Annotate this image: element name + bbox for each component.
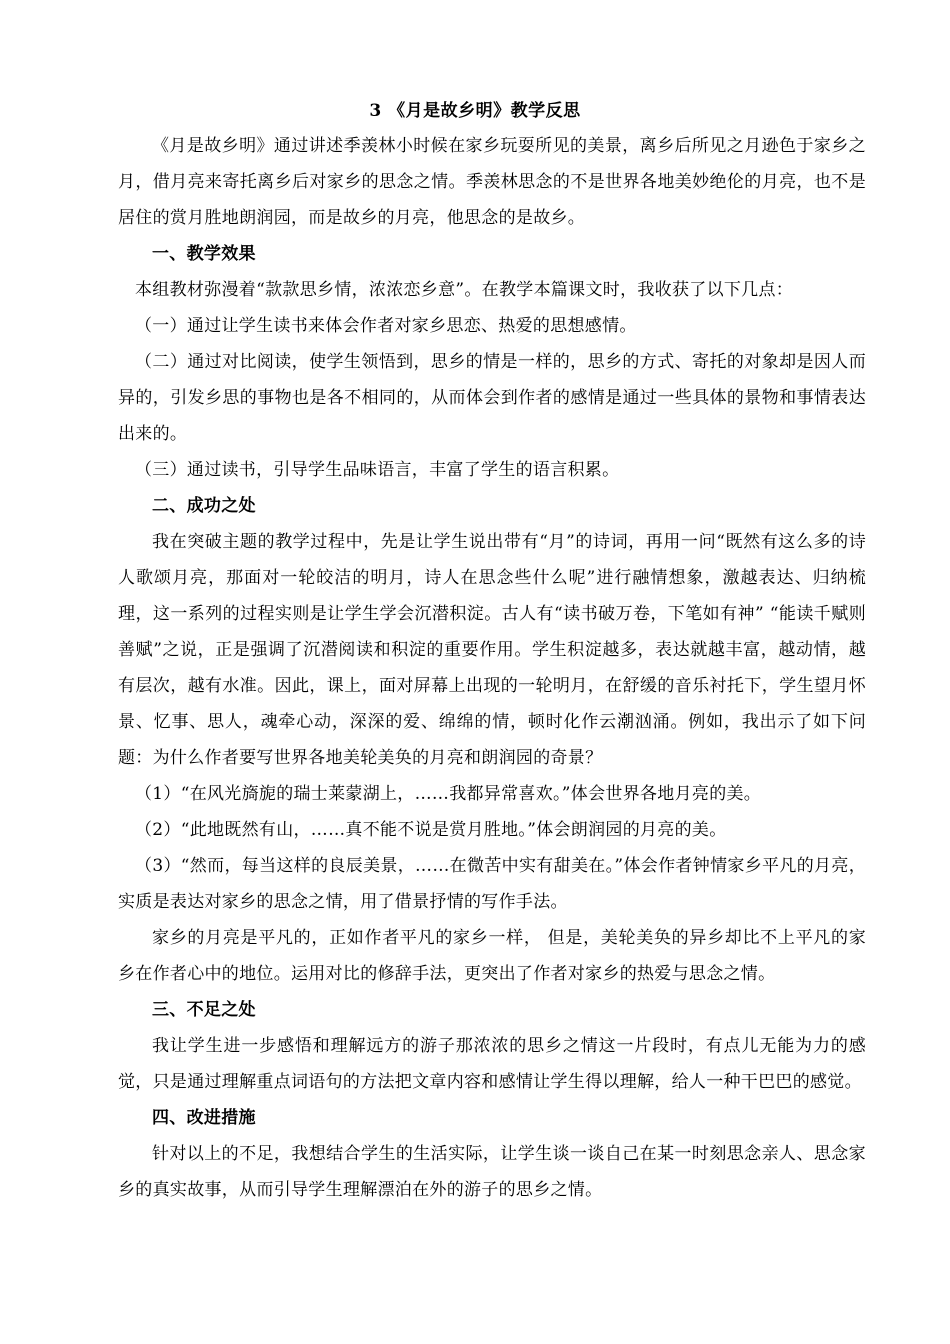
- improvements-paragraph: 针对以上的不足，我想结合学生的生活实际，让学生谈一谈自己在某一时刻思念亲人、思念家乡的真实故事，从而引导学生理解漂泊在外的游子的思乡之情。: [118, 1144, 866, 1200]
- teaching-effect-item-1: （一）通过让学生读书来体会作者对家乡思恋、热爱的思想感情。: [135, 316, 637, 336]
- teaching-effect-item-2: （二）通过对比阅读，使学生领悟到，思乡的情是一样的，思乡的方式、寄托的对象却是因人而异的，引发乡思的事物也是各不相同的，从而体会到作者的感情是通过一些具体的景物和事情表达出来的。: [118, 352, 866, 444]
- shortcomings-paragraph: 我让学生进一步感悟和理解远方的游子那浓浓的思乡之情这一片段时，有点儿无能为力的感觉，只是通过理解重点词语句的方法把文章内容和感情让学生得以理解，给人一种干巴巴的感觉。: [118, 1036, 866, 1092]
- section-heading-improvements: 四、改进措施: [152, 1108, 256, 1128]
- teaching-effect-lead: 本组教材弥漫着“款款思乡情，浓浓恋乡意”。在教学本篇课文时，我收获了以下几点：: [135, 280, 794, 300]
- document-body: [118, 128, 866, 1208]
- success-paragraph-2: 家乡的月亮是平凡的，正如作者平凡的家乡一样， 但是，美轮美奂的异乡却比不上平凡的家乡在作者心中的地位。运用对比的修辞手法，更突出了作者对家乡的热爱与思念之情。: [118, 928, 866, 984]
- intro-paragraph: 《月是故乡明》通过讲述季羡林小时候在家乡玩耍所见的美景，离乡后所见之月逊色于家乡之月，借月亮来寄托离乡后对家乡的思念之情。季羡林思念的不是世界各地美妙绝伦的月亮，也不是居住的赏月胜地朗润园，而是故乡的月亮，他思念的是故乡。: [118, 136, 866, 228]
- success-item-1: （1）“在风光旖旎的瑞士莱蒙湖上，……我都异常喜欢。”体会世界各地月亮的美。: [135, 784, 762, 804]
- section-heading-teaching-effect: 一、教学效果: [152, 244, 256, 264]
- section-heading-shortcomings: 三、不足之处: [152, 1000, 256, 1020]
- success-item-2: （2）“此地既然有山，……真不能不说是赏月胜地。”体会朗润园的月亮的美。: [135, 820, 727, 840]
- success-paragraph-1: 我在突破主题的教学过程中，先是让学生说出带有“月”的诗词，再用一问“既然有这么多的诗人歌颂月亮，那面对一轮皎洁的明月，诗人在思念些什么呢”进行融情想象，激越表达、归纳梳理，这一系列的过程实则是让学生学会沉潜积淀。古人有“读书破万卷，下笔如有神” “能读千赋则善赋”之说，正是强调了沉潜阅读和积淀的重要作用。学生积淀越多，表达就越丰富，越动情，越有层次，越有水准。因此，课上，面对屏幕上出现的一轮明月，在舒缓的音乐衬托下，学生望月怀景、忆事、思人，魂牵心动，深深的爱、绵绵的情，顿时化作云潮汹涌。例如，我出示了如下问题：为什么作者要写世界各地美轮美奂的月亮和朗润园的奇景？: [118, 532, 866, 768]
- section-heading-success: 二、成功之处: [152, 496, 256, 516]
- document-title: 3 《月是故乡明》教学反思: [369, 101, 581, 121]
- success-item-3: （3）“然而，每当这样的良辰美景，……在微苦中实有甜美在。”体会作者钟情家乡平凡的月亮，实质是表达对家乡的思念之情，用了借景抒情的写作手法。: [118, 856, 866, 912]
- teaching-effect-item-3: （三）通过读书，引导学生品味语言，丰富了学生的语言积累。: [135, 460, 620, 480]
